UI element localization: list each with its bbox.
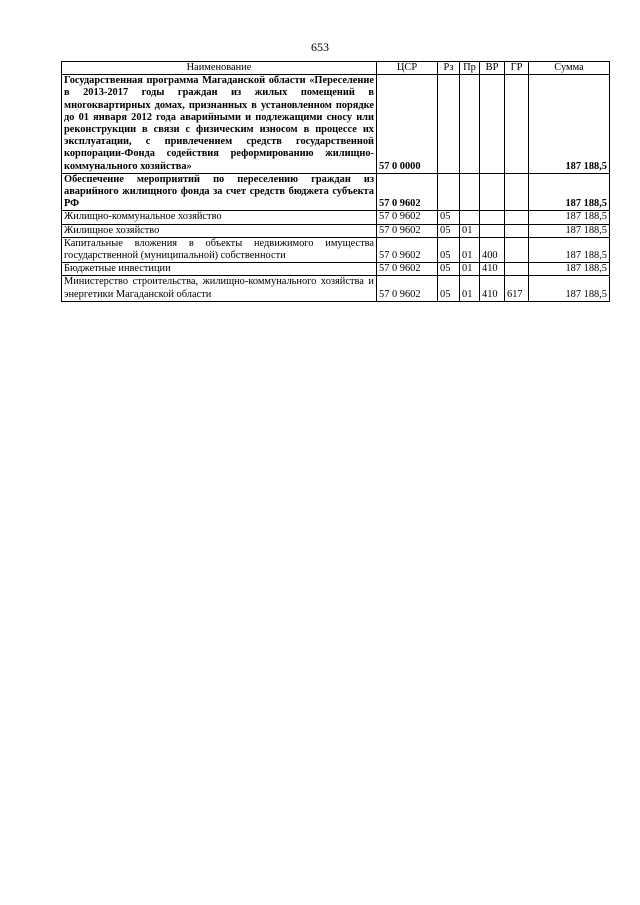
- row-sum: 187 188,5: [529, 276, 610, 301]
- table-row: [62, 224, 610, 237]
- row-gr: [505, 224, 529, 237]
- column-header-pr: Пр: [460, 62, 480, 75]
- row-pr: [460, 75, 480, 174]
- row-csr: 57 0 9602: [377, 173, 438, 211]
- table-row: [62, 211, 610, 224]
- row-rz: 05: [438, 237, 460, 262]
- row-vr: 410: [480, 263, 505, 276]
- row-csr: 57 0 9602: [377, 237, 438, 262]
- table-row: [62, 276, 610, 301]
- row-name: Государственная программа Магаданской области «Переселение в 2013-2017 годы граждан из жилых помещений в многоквартирных домах, признанных в установленном порядке до 01 января 2012 года аварийными и подлежащими сносу или реконструкции в связи с физическим износом в процессе их эксплуатации, с привлечением средств государственной корпорации-Фонда содействия реформированию жилищно-коммунального хозяйства»: [62, 75, 377, 174]
- table-row: [62, 75, 610, 174]
- budget-table: [61, 61, 610, 302]
- row-name: Капитальные вложения в объекты недвижимого имущества государственной (муниципальной) собственности: [62, 237, 377, 262]
- row-name: Жилищное хозяйство: [62, 224, 377, 237]
- row-gr: [505, 237, 529, 262]
- row-pr: [460, 211, 480, 224]
- row-gr: 617: [505, 276, 529, 301]
- row-rz: 05: [438, 211, 460, 224]
- row-rz: 05: [438, 276, 460, 301]
- table-row: [62, 263, 610, 276]
- row-csr: 57 0 0000: [377, 75, 438, 174]
- column-header-vr: ВР: [480, 62, 505, 75]
- row-sum: 187 188,5: [529, 224, 610, 237]
- row-pr: 01: [460, 263, 480, 276]
- column-header-name: Наименование: [62, 62, 377, 75]
- page-number: 653: [311, 40, 329, 54]
- row-vr: [480, 75, 505, 174]
- row-name: Обеспечение мероприятий по переселению граждан из аварийного жилищного фонда за счет средств бюджета субъекта РФ: [62, 173, 377, 211]
- row-csr: 57 0 9602: [377, 224, 438, 237]
- row-vr: [480, 211, 505, 224]
- row-csr: 57 0 9602: [377, 263, 438, 276]
- row-gr: [505, 173, 529, 211]
- column-header-sum: Сумма: [529, 62, 610, 75]
- row-rz: 05: [438, 263, 460, 276]
- row-pr: 01: [460, 224, 480, 237]
- row-rz: [438, 75, 460, 174]
- row-name: Бюджетные инвестиции: [62, 263, 377, 276]
- row-name: Министерство строительства, жилищно-коммунального хозяйства и энергетики Магаданской области: [62, 276, 377, 301]
- column-header-rz: Рз: [438, 62, 460, 75]
- row-pr: 01: [460, 276, 480, 301]
- row-csr: 57 0 9602: [377, 276, 438, 301]
- row-vr: [480, 224, 505, 237]
- table-row: [62, 173, 610, 211]
- row-rz: [438, 173, 460, 211]
- column-header-csr: ЦСР: [377, 62, 438, 75]
- row-name: Жилищно-коммунальное хозяйство: [62, 211, 377, 224]
- row-vr: [480, 173, 505, 211]
- row-gr: [505, 75, 529, 174]
- row-sum: 187 188,5: [529, 173, 610, 211]
- column-header-gr: ГР: [505, 62, 529, 75]
- row-gr: [505, 211, 529, 224]
- row-sum: 187 188,5: [529, 263, 610, 276]
- row-csr: 57 0 9602: [377, 211, 438, 224]
- row-gr: [505, 263, 529, 276]
- row-sum: 187 188,5: [529, 75, 610, 174]
- row-rz: 05: [438, 224, 460, 237]
- table-header-row: [62, 62, 610, 75]
- row-sum: 187 188,5: [529, 211, 610, 224]
- row-pr: 01: [460, 237, 480, 262]
- row-pr: [460, 173, 480, 211]
- row-vr: 400: [480, 237, 505, 262]
- table-row: [62, 237, 610, 262]
- row-sum: 187 188,5: [529, 237, 610, 262]
- row-vr: 410: [480, 276, 505, 301]
